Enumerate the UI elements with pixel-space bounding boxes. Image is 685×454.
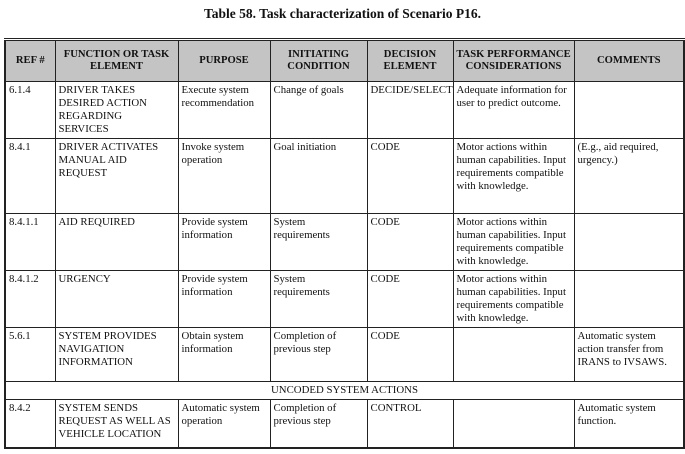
table-title: Table 58. Task characterization of Scenario P16. xyxy=(204,6,481,21)
task-table xyxy=(4,38,685,449)
cell-performance: Motor actions within human capabilities. Input requirements compatible with knowledge. xyxy=(453,271,574,328)
cell-purpose: Invoke system operation xyxy=(178,139,270,214)
cell-ref: 5.6.1 xyxy=(5,328,55,382)
cell-decision: CONTROL xyxy=(367,400,453,449)
header-performance: TASK PERFORMANCE CONSIDERATIONS xyxy=(453,40,574,82)
header-row xyxy=(5,40,684,82)
cell-performance: Adequate information for user to predict outcome. xyxy=(453,82,574,139)
cell-initiating: Completion of previous step xyxy=(270,328,367,382)
cell-initiating: Goal initiation xyxy=(270,139,367,214)
cell-initiating: System requirements xyxy=(270,214,367,271)
cell-performance: Motor actions within human capabilities. Input requirements compatible with knowledge. xyxy=(453,214,574,271)
table-row xyxy=(5,271,684,328)
cell-purpose: Execute system recommendation xyxy=(178,82,270,139)
cell-decision: CODE xyxy=(367,139,453,214)
cell-ref: 8.4.1.1 xyxy=(5,214,55,271)
cell-purpose: Obtain system information xyxy=(178,328,270,382)
cell-ref: 8.4.1.2 xyxy=(5,271,55,328)
cell-function: DRIVER ACTIVATES MANUAL AID REQUEST xyxy=(55,139,178,214)
cell-decision: DECIDE/SELECT xyxy=(367,82,453,139)
table-row xyxy=(5,328,684,382)
header-purpose: PURPOSE xyxy=(178,40,270,82)
table-row xyxy=(5,82,684,139)
cell-ref: 8.4.2 xyxy=(5,400,55,449)
cell-comments xyxy=(574,82,684,139)
cell-purpose: Provide system information xyxy=(178,271,270,328)
cell-ref: 6.1.4 xyxy=(5,82,55,139)
cell-performance xyxy=(453,328,574,382)
cell-decision: CODE xyxy=(367,271,453,328)
header-decision: DECISION ELEMENT xyxy=(367,40,453,82)
cell-comments: (E.g., aid required, urgency.) xyxy=(574,139,684,214)
cell-function: DRIVER TAKES DESIRED ACTION REGARDING SERVICES xyxy=(55,82,178,139)
header-ref: REF # xyxy=(5,40,55,82)
header-function: FUNCTION OR TASK ELEMENT xyxy=(55,40,178,82)
cell-performance: Motor actions within human capabilities. Input requirements compatible with knowledge. xyxy=(453,139,574,214)
cell-comments xyxy=(574,214,684,271)
cell-comments xyxy=(574,271,684,328)
cell-purpose: Provide system information xyxy=(178,214,270,271)
header-initiating: INITIATING CONDITION xyxy=(270,40,367,82)
section-label: UNCODED SYSTEM ACTIONS xyxy=(5,382,684,400)
cell-function: AID REQUIRED xyxy=(55,214,178,271)
cell-decision: CODE xyxy=(367,328,453,382)
cell-purpose: Automatic system operation xyxy=(178,400,270,449)
cell-initiating: Change of goals xyxy=(270,82,367,139)
cell-ref: 8.4.1 xyxy=(5,139,55,214)
cell-initiating: System requirements xyxy=(270,271,367,328)
cell-performance xyxy=(453,400,574,449)
table-row xyxy=(5,400,684,449)
table-row xyxy=(5,139,684,214)
cell-initiating: Completion of previous step xyxy=(270,400,367,449)
cell-comments: Automatic system action transfer from IRANS to IVSAWS. xyxy=(574,328,684,382)
section-row xyxy=(5,382,684,400)
cell-comments: Automatic system function. xyxy=(574,400,684,449)
cell-function: SYSTEM SENDS REQUEST AS WELL AS VEHICLE LOCATION xyxy=(55,400,178,449)
table-row xyxy=(5,214,684,271)
header-comments: COMMENTS xyxy=(574,40,684,82)
cell-function: SYSTEM PROVIDES NAVIGATION INFORMATION xyxy=(55,328,178,382)
cell-decision: CODE xyxy=(367,214,453,271)
cell-function: URGENCY xyxy=(55,271,178,328)
